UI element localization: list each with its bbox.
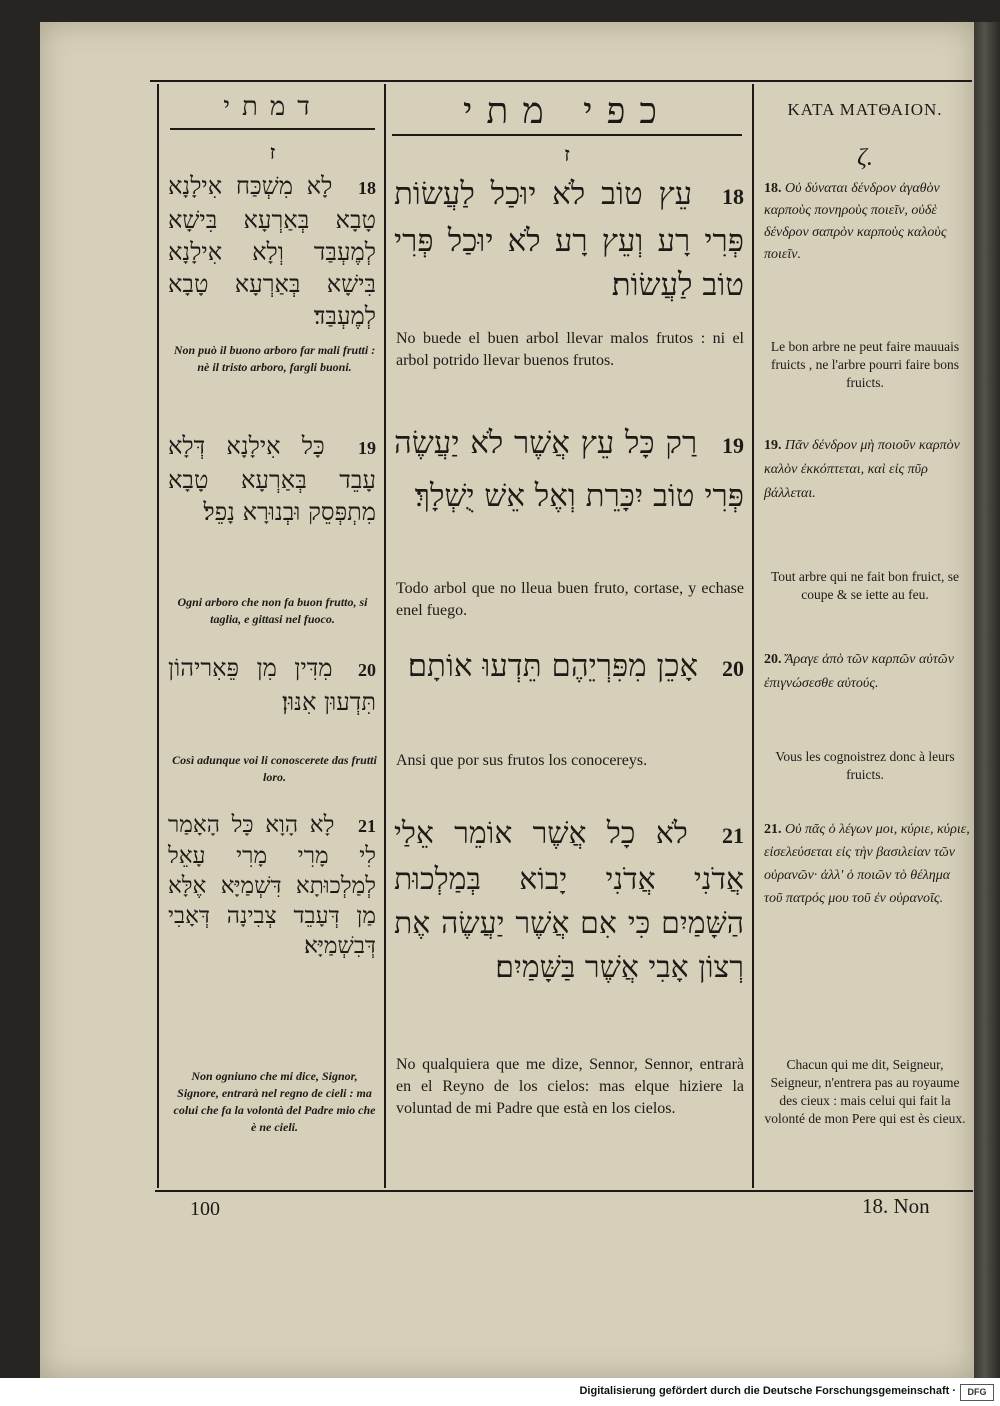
verse-text: כָּל אִילָנָא דְּלָא עָבֵד בְּאַרְעָא טָבָא מִתְפְּסֵק וּבְנוּרָא נָפֵל׃ (168, 432, 376, 526)
verse-number: 18 (722, 184, 744, 209)
aramaic-verse-21 (168, 810, 376, 961)
verse-number: 21. (764, 822, 782, 837)
aramaic-verse-20 (168, 652, 376, 718)
greek-verse-21 (764, 818, 970, 910)
aramaic-chapter-mark: ז (269, 140, 276, 164)
greek-chapter-mark: ζ. (857, 145, 873, 171)
center-header-rule (392, 134, 742, 136)
italian-verse-18: Non può il buono arboro far mali frutti : nè il tristo arboro, fargli buoni. (173, 343, 376, 374)
greek-verse-19 (764, 434, 970, 506)
funding-credit: Digitalisierung gefördert durch die Deutsche Forschungsgemeinschaft · (579, 1385, 956, 1397)
page-number: 100 (190, 1198, 220, 1220)
verse-text: רַק כָּל עֵץ אֲשֶׁר לֹא יַעֲשֶׂה פְּרִי טוֹב יִכָּרֵת וְאֶל אֵשׁ יֻשְׁלָךְ׃ (394, 425, 744, 514)
greek-running-head: ΚΑΤΑ ΜΑΤΘΑΙΟΝ. (787, 100, 943, 119)
greek-verse-18 (764, 178, 970, 266)
column-rule-1 (157, 84, 159, 1188)
spanish-verse-18: No buede el buen arbol llevar malos frutos : ni el arbol potrido llevar buenos frutos. (396, 330, 744, 369)
hebrew-verse-21 (394, 812, 744, 990)
spanish-verse-19: Todo arbol que no lleua buen fruto, cortase, y echase enel fuego. (396, 580, 744, 619)
italian-verse-21: Non ogniuno che mi dice, Signor, Signore, entrarà nel regno de cieli : ma colui che fa la volontà del Padre mio che è ne cieli. (173, 1069, 376, 1134)
aramaic-verse-18 (168, 170, 376, 332)
verse-number: 20 (722, 656, 744, 681)
verse-text: Οὐ δύναται δένδρον ἀγαθὸν καρποὺς πονηροὺς ποιεῖν, οὐδὲ δένδρον σαπρὸν καρποὺς καλοὺς ποιεῖν. (764, 181, 947, 262)
dfg-logo: DFG (960, 1384, 994, 1401)
verse-number: 19 (358, 438, 376, 458)
top-rule (150, 80, 972, 82)
digitization-footer (0, 1378, 1000, 1406)
spanish-verse-21: No qualquiera que me dize, Sennor, Sennor, entrarà en el Reyno de los cielos: mas elque hiziere la voluntad de mi Padre que està en los cielos. (396, 1056, 744, 1117)
french-verse-20: Vous les cognoistrez donc à leurs fruicts. (775, 749, 955, 782)
bottom-rule (155, 1190, 973, 1192)
column-rule-3 (752, 84, 754, 1188)
verse-number: 20. (764, 652, 782, 667)
greek-verse-20 (764, 648, 970, 696)
verse-number: 21 (721, 823, 744, 848)
hebrew-verse-19 (394, 418, 744, 521)
aramaic-verse-19 (168, 430, 376, 528)
verse-text: לֹא כָל אֲשֶׁר אוֹמֵר אֵלַי אֲדֹנִי אֲדֹנִי יָבוֹא בְּמַלְכוּת הַשָּׁמַיִם כִּי אִם אֲשֶׁר יַעֲשֶׂה אֶת רְצוֹן אָבִי אֲשֶׁר בַּשָּׁמַיִם׃ (394, 816, 744, 985)
hebrew-running-head: כפי מתי (462, 91, 672, 132)
italian-verse-20: Così adunque voi li conoscerete das frutti loro. (172, 753, 377, 784)
verse-number: 21 (358, 816, 376, 836)
verse-text: Οὐ πᾶς ὁ λέγων μοι, κύριε, κύριε, εἰσελεύσεται εἰς τὴν βασιλείαν τῶν οὐρανῶν· ἀλλ' ὁ ποιῶν τὸ θέλημα τοῦ πατρός μου τοῦ ἐν οὐρανοῖς. (764, 822, 970, 906)
verse-number: 19 (722, 433, 744, 458)
verse-number: 18 (358, 178, 376, 198)
column-rule-2 (384, 84, 386, 1188)
hebrew-chapter-mark: ז (564, 142, 570, 166)
verse-text: מִדִּין מִן פֵּאִריהוֹן תִּדְעוּן אִנּוּן׃ (168, 654, 376, 716)
spanish-verse-20: Ansi que por sus frutos los conocereys. (396, 752, 648, 769)
verse-text: לָא הָוָא כָּל הָאָמַר לִי מָרִי מָרִי עָאֵל לְמַלְכוּתָא דִּשְׁמַיָּא אֶלָּא מַן דְּעָבֵד צְבִינָה דְּאָבִי דְּבִשְׁמַיָּא׃ (168, 812, 376, 959)
italian-verse-19: Ogni arboro che non fa buon frutto, si taglia, e gittasi nel fuoco. (177, 595, 368, 626)
page-edge (974, 22, 1000, 1378)
left-header-rule (170, 128, 375, 130)
french-verse-18: Le bon arbre ne peut faire mauuais fruicts , ne l'arbre pourri faire bons fruicts. (770, 339, 960, 390)
hebrew-verse-20 (394, 642, 744, 693)
verse-text: Ἄραγε ἀπὸ τῶν καρπῶν αὐτῶν ἐπιγνώσεσθε αὐτούς. (764, 652, 954, 691)
hebrew-verse-18 (394, 172, 744, 307)
verse-text: אָכֵן מִפִּרְיֵהֶם תֵּדְעוּ אוֹתָם׃ (407, 648, 699, 684)
verse-number: 19. (764, 438, 782, 453)
french-verse-19: Tout arbre qui ne fait bon fruict, se coupe & se iette au feu. (771, 569, 959, 602)
verse-number: 18. (764, 181, 782, 196)
aramaic-running-head: דמתי (223, 92, 322, 122)
verse-text: לָא מִשְׁכַּח אִילָנָא טָבָא בְּאַרְעָא בִּישָׁא לְמֶעְבַּד וְלָא אִילָנָא בִּישָׁא בְּאַרְעָא טָבָא לְמֶעְבַּד׃ (168, 172, 376, 330)
verse-text: Πᾶν δένδρον μὴ ποιοῦν καρπὸν καλὸν ἐκκόπτεται, καὶ εἰς πῦρ βάλλεται. (764, 438, 960, 501)
verse-text: עֵץ טוֹב לֹא יוּכַל לַעֲשׂוֹת פְּרִי רָע וְעֵץ רָע לֹא יוּכַל פְּרִי טוֹב לַעֲשׂוֹת׃ (394, 176, 744, 303)
french-verse-21: Chacun qui me dit, Seigneur, Seigneur, n'entrera pas au royaume des cieux : mais celui qui fait la volonté de mon Pere qui est ès cieux. (764, 1057, 966, 1126)
catchword: 18. Non (862, 1194, 930, 1218)
verse-number: 20 (358, 660, 376, 680)
